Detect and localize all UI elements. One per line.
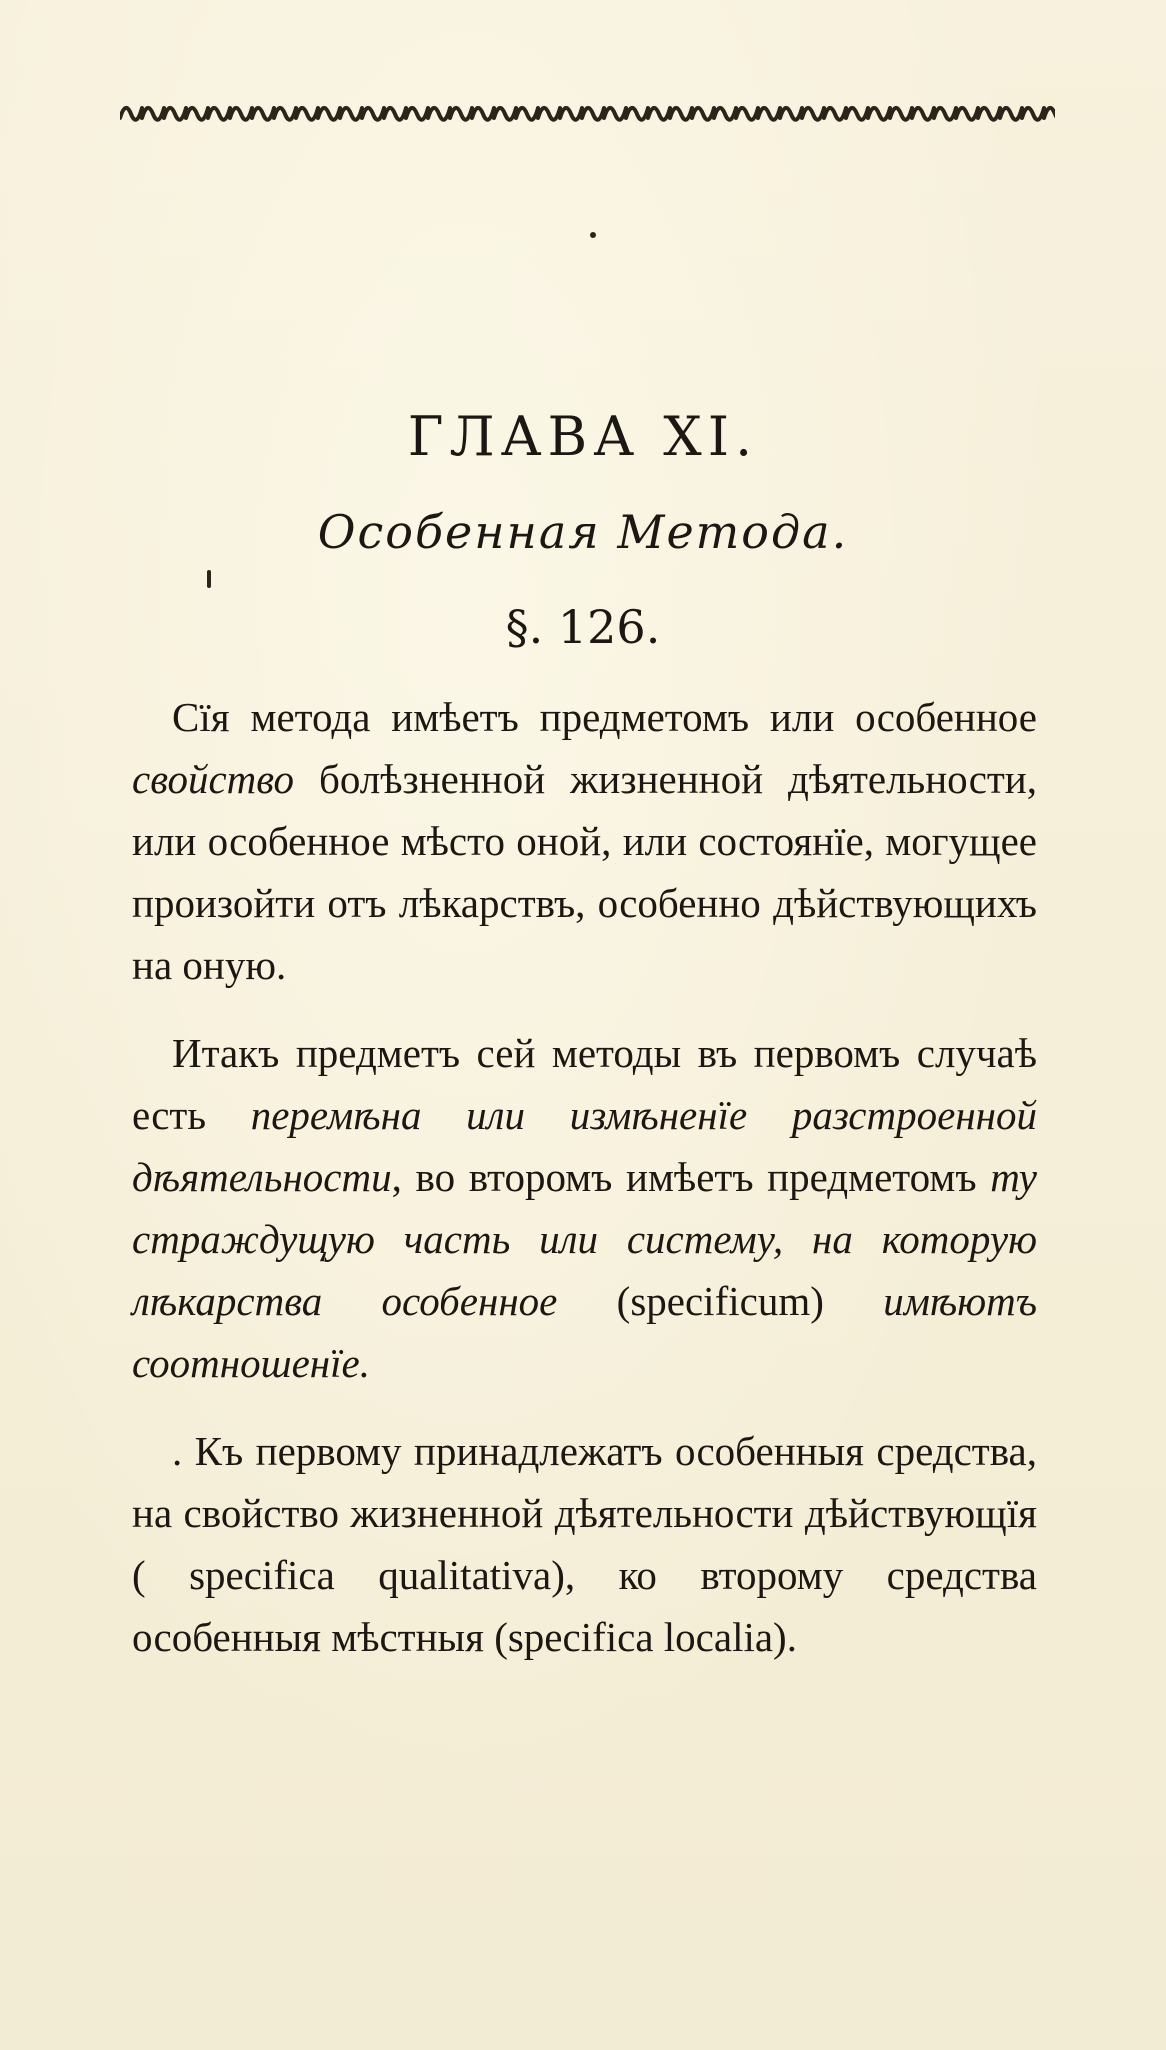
paragraph [132,1420,1037,1668]
ink-speck [207,570,211,588]
italic-run: ту страждущую часть или систему, на которую лѣкарства особенное [132,1154,1037,1324]
text-run: Итакъ предметъ сей методы въ первомъ случаѣ есть [132,1030,1037,1138]
text-run: Сїя метода имѣетъ предметомъ или особенное [172,694,1037,740]
chapter-title: ГЛАВА XI. [407,405,759,468]
text-run: болѣзненной жизненной дѣятельности, или особенное мѣсто оной, или состоянїе, могущее произойти отъ лѣкарствъ, особенно дѣйствующихъ на оную. [132,756,1037,988]
paragraph [132,1022,1037,1394]
text-run: (specificum) [557,1278,884,1324]
body-text [132,686,1037,1694]
italic-run: перемѣна или измѣненїе разстроенной дѣятельности [132,1092,1037,1200]
italic-run: имѣютъ соотношенїе. [132,1278,1037,1386]
decorative-header-border [120,96,1055,124]
chapter-subtitle: Особенная Метода. [317,505,849,559]
italic-run: свойство [132,756,295,802]
paragraph [132,686,1037,996]
text-run: , во второмъ имѣетъ предметомъ [391,1154,991,1200]
section-number: §. 126. [505,600,661,654]
text-run: . Къ первому принадлежатъ особенныя средства, на свойство жизненной дѣятельности дѣйствующїя ( specifica qualitativa), ко второму средства особенныя мѣстныя (specifica localia). [132,1428,1037,1660]
ornament-wave [120,108,1055,120]
printer-mark [590,232,596,238]
